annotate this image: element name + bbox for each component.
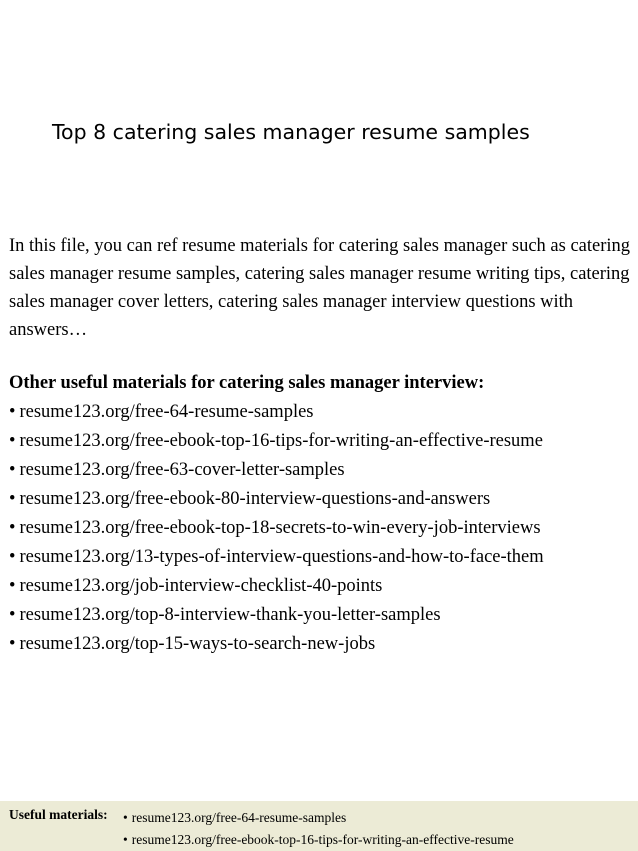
intro-paragraph: In this file, you can ref resume materials for catering sales manager such as catering sales manager resume samples, catering sales manager resume writing tips, catering sales manager cover letters, catering sales manager interview questions with answers… (9, 236, 631, 340)
materials-link-item (9, 572, 635, 601)
materials-link-item (9, 514, 635, 543)
footer-link[interactable]: resume123.org/free-64-resume-samples (131, 810, 347, 825)
materials-link-item (9, 630, 635, 659)
materials-heading: Other useful materials for catering sales manager interview: (9, 373, 485, 393)
bullet: • (9, 431, 16, 451)
materials-link-item (9, 601, 635, 630)
materials-link-item (9, 398, 635, 427)
materials-link-item (9, 485, 635, 514)
materials-link[interactable]: resume123.org/top-15-ways-to-search-new-jobs (19, 634, 376, 654)
bullet: • (9, 489, 16, 509)
footer-link-list (123, 807, 514, 851)
bullet: • (9, 460, 16, 480)
materials-link-item (9, 427, 635, 456)
footer-bar (0, 801, 638, 851)
materials-link-item (9, 456, 635, 485)
footer-label-separator: : (103, 807, 108, 822)
materials-link[interactable]: resume123.org/free-ebook-80-interview-questions-and-answers (19, 489, 491, 509)
materials-link[interactable]: resume123.org/free-ebook-top-18-secrets-to-win-every-job-interviews (19, 518, 541, 538)
materials-section (9, 368, 635, 659)
materials-link[interactable]: resume123.org/free-ebook-top-16-tips-for-writing-an-effective-resume (19, 431, 543, 451)
footer-link[interactable]: resume123.org/free-ebook-top-16-tips-for-writing-an-effective-resume (131, 832, 514, 847)
materials-link-list (9, 398, 635, 659)
bullet: • (9, 605, 16, 625)
materials-link[interactable]: resume123.org/13-types-of-interview-questions-and-how-to-face-them (19, 547, 544, 567)
bullet: • (9, 518, 16, 538)
footer-label (9, 807, 108, 823)
footer-link-item (123, 807, 514, 829)
materials-link[interactable]: resume123.org/free-63-cover-letter-samples (19, 460, 345, 480)
bullet: • (9, 402, 16, 422)
materials-link[interactable]: resume123.org/job-interview-checklist-40-points (19, 576, 383, 596)
materials-link[interactable]: resume123.org/free-64-resume-samples (19, 402, 314, 422)
bullet: • (123, 810, 128, 825)
bullet: • (9, 634, 16, 654)
bullet: • (123, 832, 128, 847)
page-title: Top 8 catering sales manager resume samples (52, 120, 530, 144)
footer-link-item (123, 829, 514, 851)
materials-link-item (9, 543, 635, 572)
materials-link[interactable]: resume123.org/top-8-interview-thank-you-letter-samples (19, 605, 441, 625)
bullet: • (9, 547, 16, 567)
footer-label-text: Useful materials (9, 807, 104, 822)
bullet: • (9, 576, 16, 596)
